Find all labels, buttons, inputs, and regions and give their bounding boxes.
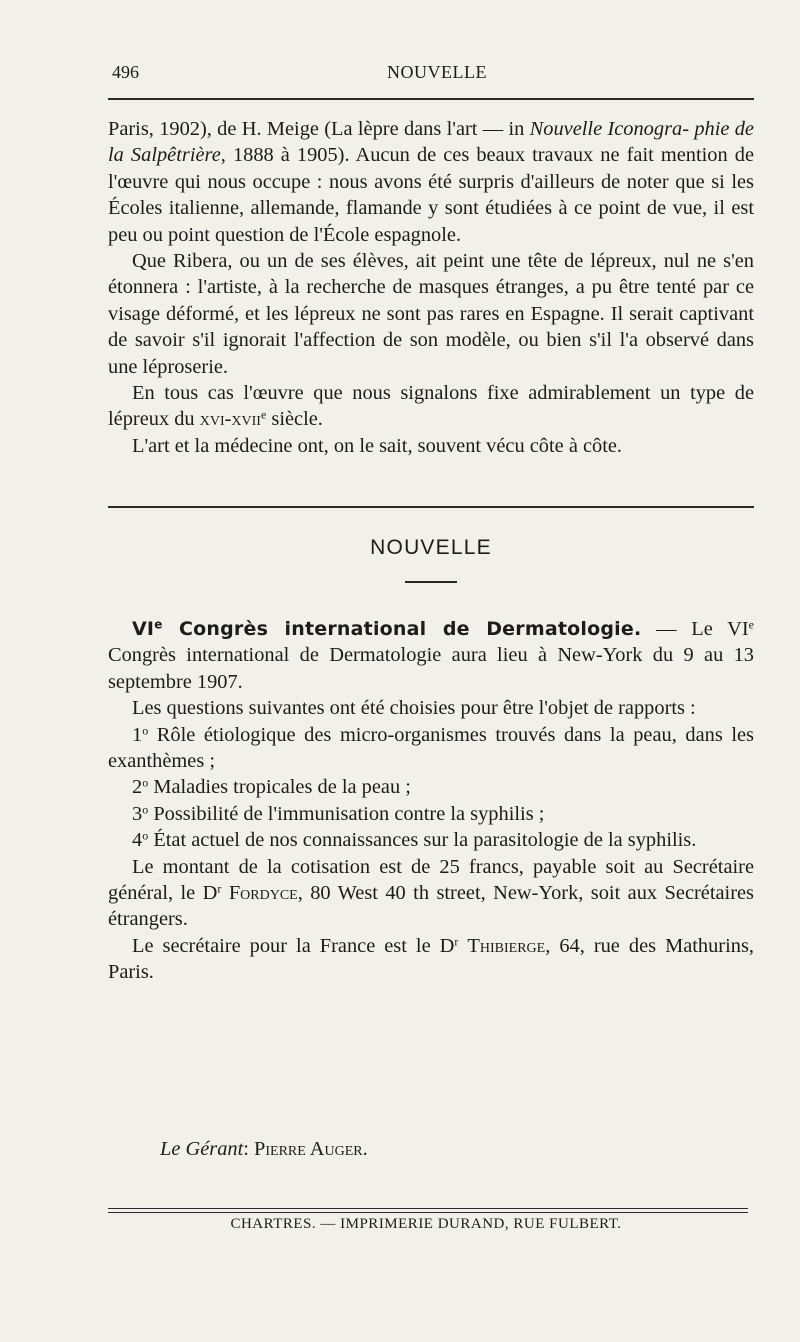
article-text [108, 116, 754, 459]
item-text: Rôle étiologique des micro-organismes trouvés dans la peau, dans les exanthèmes ; [108, 723, 754, 773]
article-paragraph-3 [108, 380, 754, 433]
ordinal-mark: o [142, 802, 149, 817]
text-span: Congrès international de Dermatologie. [162, 618, 642, 640]
text-span: VI [132, 618, 155, 640]
text-span: Le montant de la cotisation est de 25 francs, payable soit au Secrétaire général, le D [108, 855, 754, 905]
questions-intro: Les questions suivantes ont été choisies pour être l'objet de rapports : [132, 697, 696, 720]
ordinal-mark: o [142, 723, 149, 738]
item-text: État actuel de nos connaissances sur la parasitologie de la syphilis. [153, 829, 697, 852]
imprint-line: CHARTRES. — IMPRIMERIE DURAND, RUE FULBERT. [230, 1216, 622, 1232]
text-span: : [243, 1138, 255, 1160]
person-name: Thibierge [467, 934, 546, 957]
text-span: , 80 West 40 th street, New-York, soit aux Secrétaires étrangers. [108, 882, 754, 931]
sup: r [217, 881, 222, 896]
journal-title-italic: Nouvelle Iconogra- [529, 118, 689, 140]
century-sup: e [260, 407, 267, 422]
article-paragraph-4: L'art et la médecine ont, on le sait, souvent vécu côte à côte. [132, 434, 623, 457]
title-underline [405, 581, 457, 583]
gerant-label: Le Gérant [160, 1138, 244, 1160]
footer-rule-thin [108, 1212, 748, 1213]
text-span: , 64, rue des Mathurins, Paris. [108, 934, 754, 984]
person-name: Fordyce [228, 882, 298, 905]
item-text: Possibilité de l'immunisation contre la syphilis ; [153, 802, 545, 825]
text-span: siècle. [266, 408, 323, 431]
news-heading [132, 618, 641, 640]
question-item-3 [108, 801, 754, 827]
page-number: 496 [112, 62, 139, 82]
text-span: Congrès international de Dermatologie aura lieu à New-York du 9 au 13 septembre 1907. [108, 644, 754, 693]
running-title: NOUVELLE [387, 62, 487, 82]
text-span: — Le VI [641, 618, 749, 640]
footer-rule [108, 1208, 748, 1209]
text-span: Le secrétaire pour la France est le D [132, 934, 455, 957]
century-roman: xvi-xvii [199, 408, 261, 431]
ordinal-mark: o [142, 828, 149, 843]
item-text: Maladies tropicales de la peau ; [153, 776, 411, 799]
sup: e [748, 617, 754, 632]
secretary-paragraph [108, 933, 754, 986]
gerant-name: Pierre Auger. [254, 1138, 368, 1160]
question-item-2 [108, 774, 754, 800]
ordinal-mark: o [142, 775, 149, 790]
item-number: 4 [132, 829, 143, 852]
section-divider [108, 506, 754, 508]
article-paragraph-2: Que Ribera, ou un de ses élèves, ait peint une tête de lépreux, nul ne s'en étonnera : l'artiste, à la recherche de masques étranges, a pu être tenté par ce visage déformé, et les lépreux ne sont pas rares en Espagne. Il serait captivant de savoir s'il ignorait l'affection de son modèle, ou bien s'il l'a observé dans une léproserie. [108, 250, 754, 378]
article-paragraph-1 [108, 116, 754, 248]
text-span: En tous cas l'œuvre que nous signalons fixe admirablement un type de lépreux du [108, 382, 754, 431]
text-span: 1888 à 1905). Aucun de ces beaux travaux ne fait mention de l'œuvre qui nous occupe : nous avons été surpris d'ailleurs de noter que si les Écoles italienne, allemande, flamande y sont étudiées à ce point de vue, il est peu ou point question de l'École espagnole. [108, 144, 754, 246]
news-intro [108, 616, 754, 695]
gerant-line [160, 1138, 368, 1161]
question-item-1 [108, 722, 754, 775]
item-number: 2 [132, 776, 143, 799]
sup: r [454, 934, 459, 949]
item-number: 1 [132, 723, 143, 746]
news-text [108, 616, 754, 986]
fee-paragraph [108, 854, 754, 933]
journal-title-italic-cont: phie de la Salpêtrière, [108, 118, 754, 167]
text-span: Paris, 1902), de H. Meige (La lèpre dans l'art — in [108, 118, 530, 140]
section-title: NOUVELLE [370, 536, 492, 559]
sup: e [154, 617, 163, 632]
header-rule [108, 98, 754, 100]
question-item-4 [108, 827, 754, 853]
item-number: 3 [132, 802, 143, 825]
